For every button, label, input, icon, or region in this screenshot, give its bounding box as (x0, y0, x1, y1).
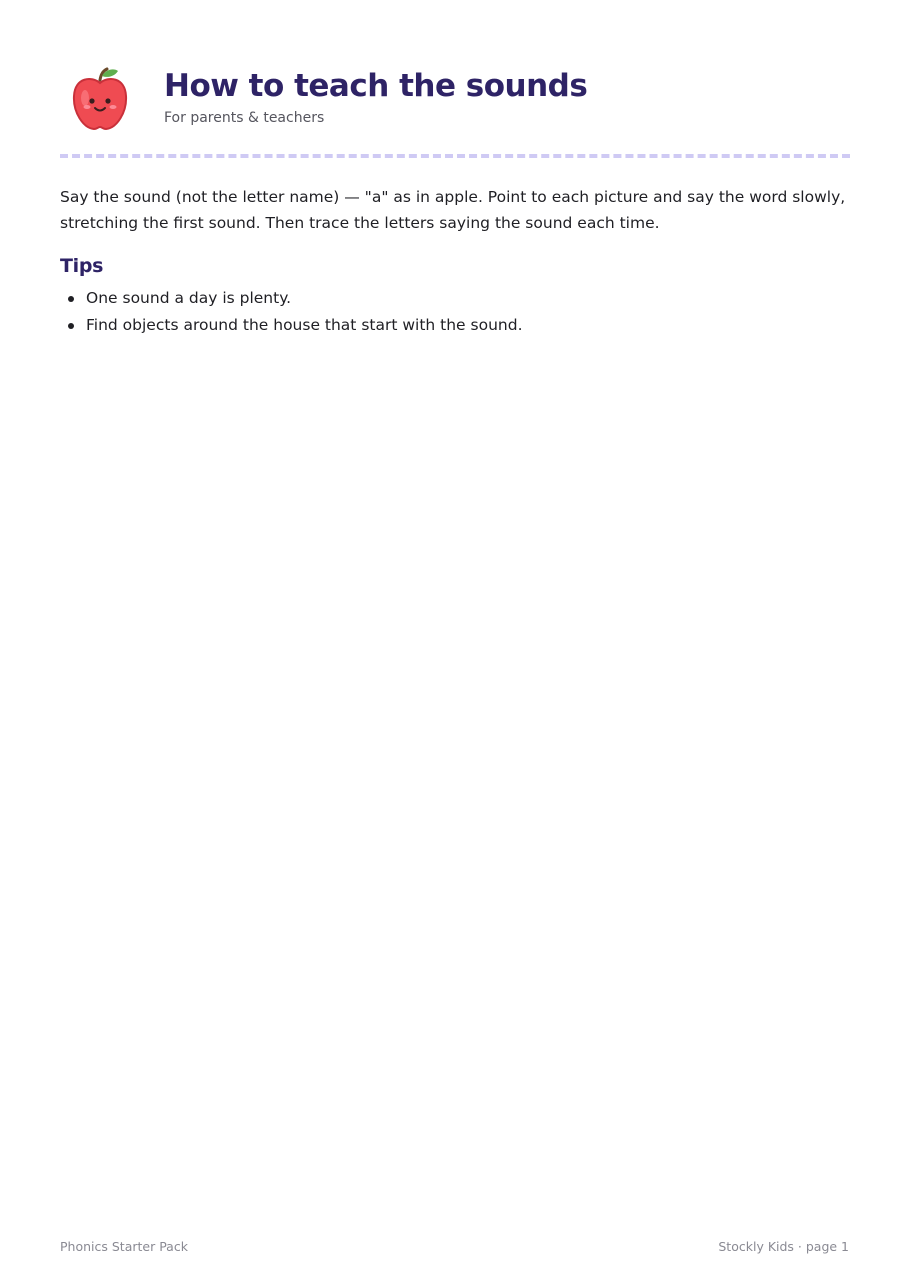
page-header (60, 62, 850, 142)
page-title: How to teach the sounds (164, 68, 588, 104)
list-item: One sound a day is plenty. (86, 285, 876, 312)
intro-paragraph: Say the sound (not the letter name) — "a" as in apple. Point to each picture and say the word slowly, stretching the first sound. Then trace the letters saying the sound each time. (60, 188, 846, 232)
list-item: Find objects around the house that start with the sound. (86, 312, 876, 339)
page-subtitle: For parents & teachers (164, 110, 325, 126)
footer-left: Phonics Starter Pack (60, 1239, 188, 1254)
apple-icon (70, 66, 130, 132)
tips-heading: Tips (60, 255, 104, 277)
dashed-divider (60, 154, 850, 158)
tips-list (60, 285, 876, 339)
footer-right: Stockly Kids · page 1 (718, 1239, 849, 1254)
